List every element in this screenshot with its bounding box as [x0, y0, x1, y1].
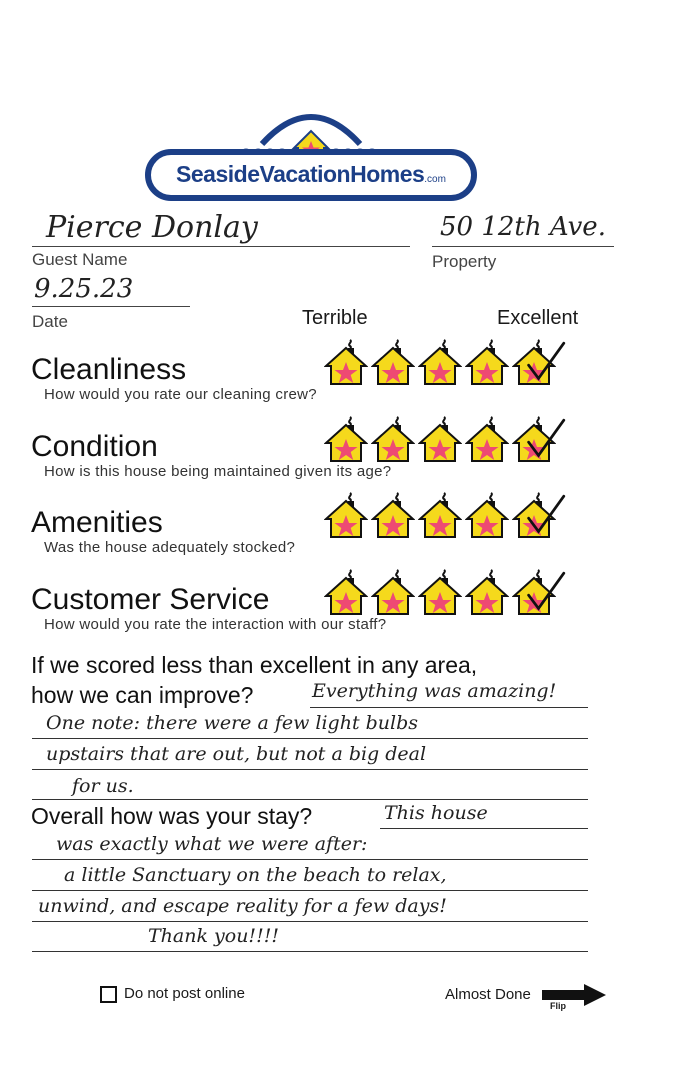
answer-line [380, 828, 588, 829]
answer-line [32, 769, 588, 770]
improve-question-line2: how we can improve? [31, 682, 254, 708]
improve-question-line1: If we scored less than excellent in any area, [31, 652, 478, 678]
do-not-post-label: Do not post online [124, 985, 245, 1002]
overall-answer-line[interactable]: Thank you!!!! [148, 925, 279, 947]
answer-line [32, 799, 588, 800]
rating-row [324, 566, 556, 616]
logo-brand-name: SeasideVacationHomes [176, 161, 425, 187]
check-mark-icon [522, 415, 566, 465]
house-star-icon[interactable] [418, 566, 462, 616]
category-question: Was the house adequately stocked? [44, 539, 296, 556]
category-title: Amenities [31, 506, 163, 539]
guest-name-line [32, 246, 410, 247]
overall-answer-line[interactable]: unwind, and escape reality for a few days! [38, 895, 447, 917]
category-question: How would you rate our cleaning crew? [44, 386, 317, 403]
overall-question: Overall how was your stay? [31, 803, 313, 829]
answer-line [32, 738, 588, 739]
house-star-icon[interactable] [371, 566, 415, 616]
house-star-icon[interactable] [324, 489, 368, 539]
logo [144, 104, 478, 204]
flip-label: Flip [550, 1001, 566, 1011]
property-label: Property [432, 252, 497, 271]
house-star-icon[interactable] [512, 489, 556, 539]
house-star-icon[interactable] [465, 336, 509, 386]
house-star-icon[interactable] [418, 336, 462, 386]
improve-answer-line[interactable]: upstairs that are out, but not a big deal [46, 743, 427, 765]
scale-high-label: Excellent [497, 307, 579, 329]
improve-answer-line[interactable]: for us. [72, 775, 134, 797]
house-star-icon[interactable] [324, 336, 368, 386]
scale-low-label: Terrible [302, 307, 368, 329]
check-mark-icon [522, 338, 566, 388]
guest-name-label: Guest Name [32, 250, 128, 269]
property-value[interactable]: 50 12th Ave. [440, 212, 606, 242]
house-star-icon[interactable] [418, 413, 462, 463]
almost-done-label: Almost Done [445, 986, 531, 1003]
house-star-icon[interactable] [418, 489, 462, 539]
rating-row [324, 489, 556, 539]
house-star-icon[interactable] [512, 336, 556, 386]
logo-brand-suffix: .com [424, 174, 446, 185]
date-value[interactable]: 9.25.23 [34, 274, 134, 304]
house-star-icon[interactable] [324, 413, 368, 463]
date-label: Date [32, 312, 68, 331]
house-star-icon[interactable] [465, 489, 509, 539]
overall-answer-line[interactable]: This house [384, 802, 488, 824]
rating-row [324, 413, 556, 463]
house-star-icon[interactable] [465, 566, 509, 616]
improve-answer-line[interactable]: One note: there were a few light bulbs [46, 712, 419, 734]
category-question: How would you rate the interaction with our staff? [44, 616, 387, 633]
rating-row [324, 336, 556, 386]
property-line [432, 246, 614, 247]
guest-name-value[interactable]: Pierce Donlay [46, 210, 258, 245]
house-star-icon[interactable] [371, 489, 415, 539]
check-mark-icon [522, 491, 566, 541]
house-star-icon[interactable] [512, 566, 556, 616]
category-title: Cleanliness [31, 353, 187, 386]
house-star-icon[interactable] [371, 336, 415, 386]
answer-line [32, 921, 588, 922]
overall-answer-line[interactable]: a little Sanctuary on the beach to relax, [64, 864, 447, 886]
date-line [32, 306, 190, 307]
answer-line [32, 951, 588, 952]
category-question: How is this house being maintained given its age? [44, 463, 392, 480]
answer-line [310, 707, 588, 708]
answer-line [32, 859, 588, 860]
house-star-icon[interactable] [465, 413, 509, 463]
house-star-icon[interactable] [512, 413, 556, 463]
check-mark-icon [522, 568, 566, 618]
improve-answer-line[interactable]: Everything was amazing! [312, 680, 557, 702]
overall-answer-line[interactable]: was exactly what we were after: [56, 833, 368, 855]
house-star-icon[interactable] [371, 413, 415, 463]
house-star-icon[interactable] [324, 566, 368, 616]
category-title: Condition [31, 430, 158, 463]
do-not-post-checkbox[interactable] [100, 986, 117, 1003]
category-title: Customer Service [31, 583, 270, 616]
answer-line [32, 890, 588, 891]
